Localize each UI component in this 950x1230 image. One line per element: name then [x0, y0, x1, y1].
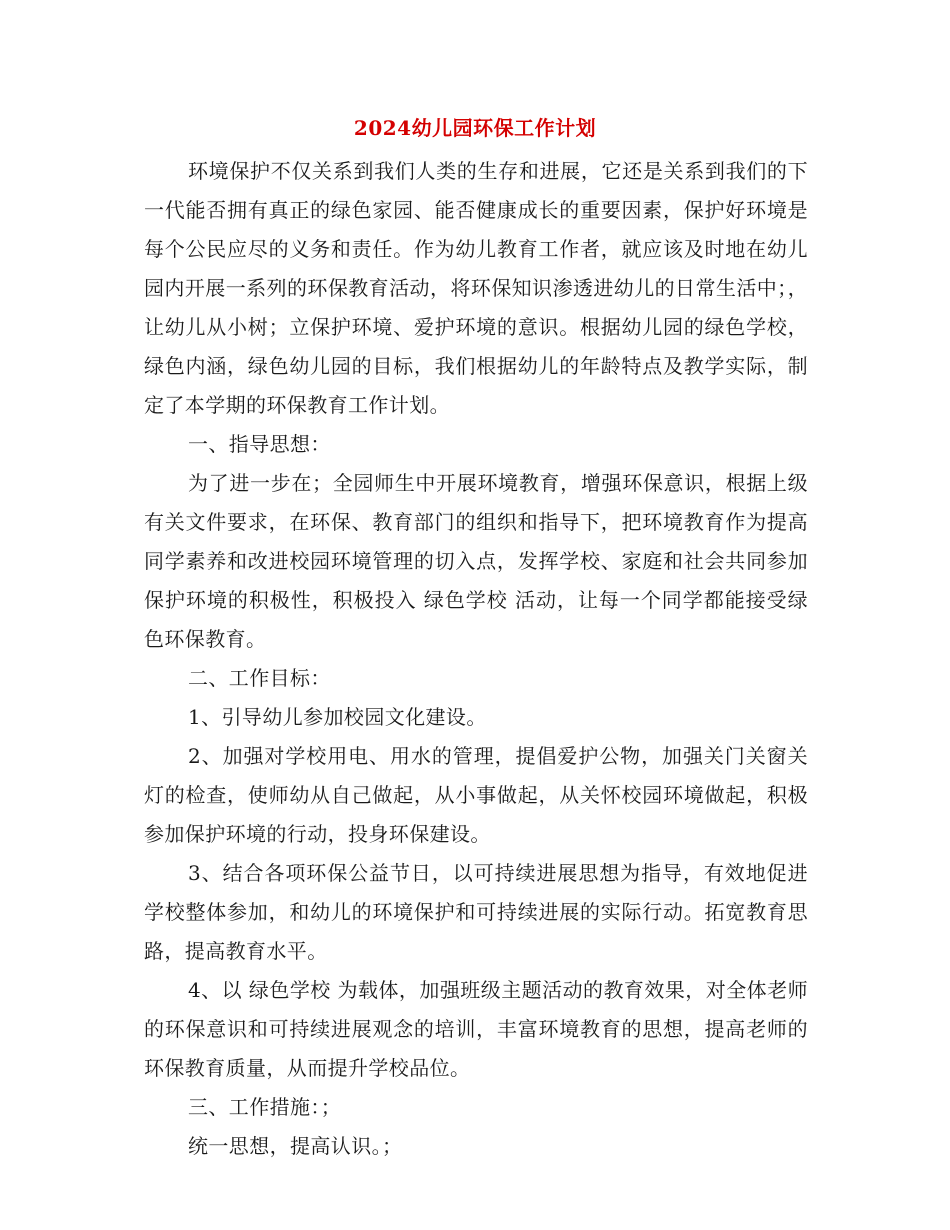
document-title: 2024幼儿园环保工作计划 — [353, 116, 597, 140]
paragraph-guiding-thought: 为了进一步在；全园师生中开展环境教育，增强环保意识，根据上级有关文件要求，在环保、教育部门的组织和指导下，把环境教育作为提高同学素养和改进校园环境管理的切入点，发挥学校、家庭和社会共同参加保护环境的积极性，积极投入 绿色学校 活动，让每一个同学都能接受绿色环保教育。 — [144, 471, 808, 651]
goal-item-2: 2、加强对学校用电、用水的管理，提倡爱护公物，加强关门关窗关灯的检查，使师幼从自己做起，从小事做起，从关怀校园环境做起，积极参加保护环境的行动，投身环保建设。 — [144, 744, 808, 846]
paragraph-intro: 环境保护不仅关系到我们人类的生存和进展，它还是关系到我们的下一代能否拥有真正的绿色家园、能否健康成长的重要因素，保护好环境是每个公民应尽的义务和责任。作为幼儿教育工作者，就应该及时地在幼儿园内开展一系列的环保教育活动，将环保知识渗透进幼儿的日常生活中；，让幼儿从小树；立保护环境、爱护环境的意识。根据幼儿园的绿色学校，绿色内涵，绿色幼儿园的目标，我们根据幼儿的年龄特点及教学实际，制定了本学期的环保教育工作计划。 — [144, 159, 808, 417]
heading-work-measures: 三、工作措施：； — [188, 1095, 342, 1119]
paragraph-unify-thinking: 统一思想，提高认识。； — [188, 1134, 403, 1158]
goal-item-1: 1、引导幼儿参加校园文化建设。 — [188, 705, 487, 729]
document-body — [144, 152, 808, 1166]
goal-item-3: 3、结合各项环保公益节日，以可持续进展思想为指导，有效地促进学校整体参加，和幼儿的环境保护和可持续进展的实际行动。拓宽教育思路，提高教育水平。 — [144, 861, 808, 963]
heading-guiding-thought: 一、指导思想： — [188, 432, 331, 456]
goal-item-4: 4、以 绿色学校 为载体，加强班级主题活动的教育效果，对全体老师的环保意识和可持续进展观念的培训，丰富环境教育的思想，提高老师的环保教育质量，从而提升学校品位。 — [144, 978, 808, 1080]
heading-work-goals: 二、工作目标： — [188, 666, 331, 690]
